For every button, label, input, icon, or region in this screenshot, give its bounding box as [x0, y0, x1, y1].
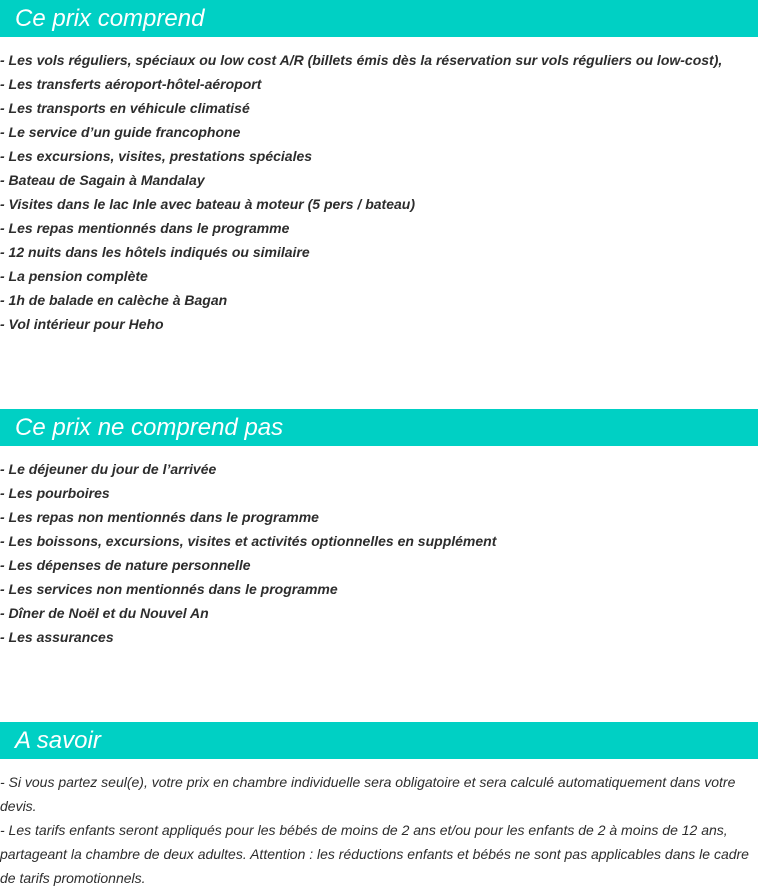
list-item: - Vol intérieur pour Heho	[0, 316, 164, 332]
list-item: - Le déjeuner du jour de l’arrivée	[0, 461, 217, 477]
list-item: - Les repas non mentionnés dans le programme	[0, 509, 319, 525]
list-item: - Dîner de Noël et du Nouvel An	[0, 605, 209, 621]
note-paragraph: - Si vous partez seul(e), votre prix en chambre individuelle sera obligatoire et sera calculé automatiquement dans votre devis.	[0, 774, 736, 814]
list-item: - Bateau de Sagain à Mandalay	[0, 172, 205, 188]
list-item: - 12 nuits dans les hôtels indiqués ou similaire	[0, 244, 310, 260]
list-item: - Le service d’un guide francophone	[0, 124, 241, 140]
list-item: - Les services non mentionnés dans le programme	[0, 581, 338, 597]
note-paragraph: - Les tarifs enfants seront appliqués pour les bébés de moins de 2 ans et/ou pour les enfants de 2 à moins de 12 ans, partageant la chambre de deux adultes. Attention : les réductions enfants et bébés ne sont pas applicables dans le cadre de tarifs promotionnels.	[0, 822, 749, 886]
list-item: - Visites dans le lac Inle avec bateau à moteur (5 pers / bateau)	[0, 196, 415, 212]
list-item: - Les transports en véhicule climatisé	[0, 100, 250, 116]
excludes-list	[0, 457, 496, 649]
list-item: - Les pourboires	[0, 485, 110, 501]
list-item: - Les vols réguliers, spéciaux ou low cost A/R (billets émis dès la réservation sur vols réguliers ou low-cost),	[0, 52, 723, 68]
includes-header: Ce prix comprend	[0, 0, 758, 37]
list-item: - Les excursions, visites, prestations spéciales	[0, 148, 313, 164]
notes-header: A savoir	[0, 722, 758, 759]
list-item: - La pension complète	[0, 268, 148, 284]
list-item: - 1h de balade en calèche à Bagan	[0, 292, 228, 308]
includes-list	[0, 48, 722, 336]
list-item: - Les repas mentionnés dans le programme	[0, 220, 290, 236]
notes-body	[0, 770, 752, 890]
list-item: - Les assurances	[0, 629, 114, 645]
list-item: - Les transferts aéroport-hôtel-aéroport	[0, 76, 262, 92]
list-item: - Les dépenses de nature personnelle	[0, 557, 251, 573]
excludes-header: Ce prix ne comprend pas	[0, 409, 758, 446]
list-item: - Les boissons, excursions, visites et activités optionnelles en supplément	[0, 533, 497, 549]
